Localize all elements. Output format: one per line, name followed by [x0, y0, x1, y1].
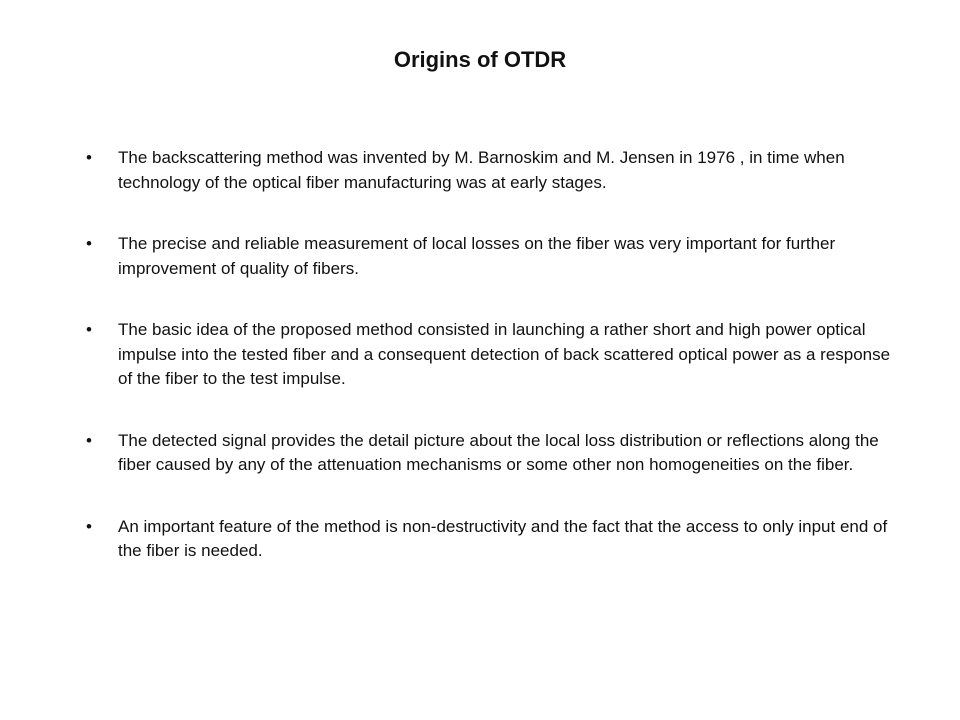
bullet-dot: • [86, 430, 92, 450]
bullet-dot: • [86, 234, 92, 253]
bullet-item [80, 515, 900, 564]
bullet-text: The detected signal provides the detail picture about the local loss distribution or reflections along the fiber caused by any of the attenuation mechanisms or some other non homogeneities on the fiber. [118, 430, 879, 474]
bullet-item [80, 232, 900, 281]
bullet-dot: • [86, 148, 92, 167]
slide-title: Origins of OTDR [393, 47, 567, 72]
bullet-item [80, 318, 900, 392]
bullet-dot: • [86, 320, 92, 339]
bullet-list [80, 146, 900, 601]
bullet-text: The backscattering method was invented by M. Barnoskim and M. Jensen in 1976 , in time when technology of the optical fiber manufacturing was at early stages. [118, 148, 845, 192]
bullet-text: An important feature of the method is non-destructivity and the fact that the access to only input end of the fiber is needed. [118, 516, 888, 560]
bullet-item [80, 146, 900, 195]
bullet-text: The basic idea of the proposed method consisted in launching a rather short and high power optical impulse into the tested fiber and a consequent detection of back scattered optical power as a response of the fiber to the test impulse. [118, 320, 891, 388]
bullet-text: The precise and reliable measurement of local losses on the fiber was very important for further improvement of quality of fibers. [118, 234, 836, 278]
bullet-dot: • [86, 516, 92, 536]
bullet-item [80, 429, 900, 478]
